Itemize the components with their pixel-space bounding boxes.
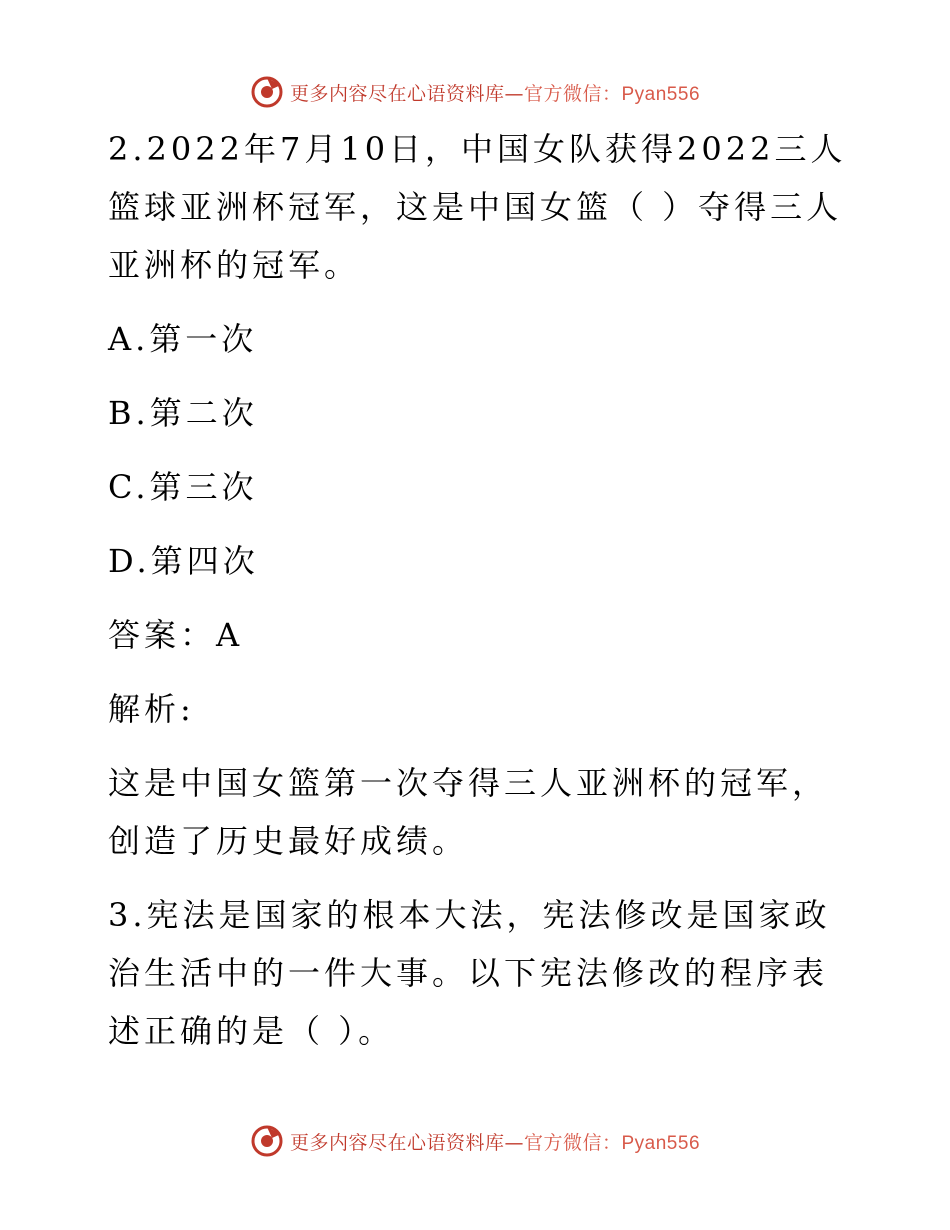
question-2-answer: 答案：A: [108, 616, 244, 654]
footer-watermark: [0, 1121, 950, 1161]
question-3-stem: 3.宪法是国家的根本大法，宪法修改是国家政治生活中的一件大事。以下宪法修改的程序表述正确的是（ ）。: [108, 896, 831, 1050]
watermark-text: 更多内容尽在心语资料库—官方微信：Pyan556: [289, 1131, 701, 1154]
question-2-option-c: C.第三次: [108, 468, 258, 506]
pen-nib-circle-icon: [250, 75, 284, 109]
pen-nib-circle-icon: [250, 1124, 284, 1158]
question-2-analysis-label: 解析:: [108, 690, 195, 728]
watermark-text: 更多内容尽在心语资料库—官方微信：Pyan556: [289, 82, 701, 105]
question-2-option-d: D.第四次: [108, 542, 259, 580]
question-2-stem: 2.2022年7月10日，中国女队获得2022三人篮球亚洲杯冠军，这是中国女篮（ ）夺得三人亚洲杯的冠军。: [108, 130, 847, 284]
document-body: [98, 120, 858, 1060]
header-watermark: [0, 72, 950, 112]
question-2-option-a: A.第一次: [108, 320, 258, 358]
question-2-analysis: 这是中国女篮第一次夺得三人亚洲杯的冠军，创造了历史最好成绩。: [108, 764, 829, 860]
question-2-option-b: B.第二次: [108, 394, 258, 432]
